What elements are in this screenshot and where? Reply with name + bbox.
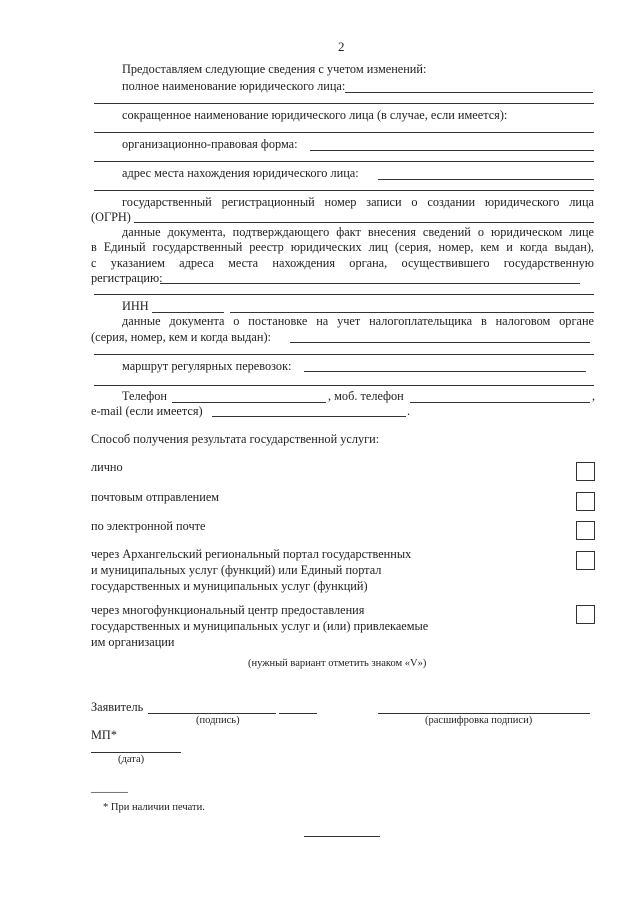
tax-line[interactable] <box>290 342 590 343</box>
method-portal-line2: и муниципальных услуг (функций) или Единый портал <box>91 563 382 577</box>
method-mfc-line2: государственных и муниципальных услуг и (или) привлекаемые <box>91 619 429 633</box>
method-portal-line1: через Архангельский региональный портал государственных <box>91 547 412 561</box>
email-line[interactable] <box>212 416 406 417</box>
phone-comma: , <box>592 389 596 403</box>
inn-label: ИНН <box>122 299 149 313</box>
checkbox-mfc[interactable] <box>576 605 595 624</box>
legal-form-line-2[interactable] <box>94 161 594 162</box>
decode-caption: (расшифровка подписи) <box>425 715 533 726</box>
method-mfc-line3: им организации <box>91 635 175 649</box>
full-name-line[interactable] <box>345 92 593 93</box>
signature-line-2[interactable] <box>279 713 317 714</box>
footnote-text: * При наличии печати. <box>103 802 205 813</box>
date-caption: (дата) <box>118 754 145 765</box>
ogrn-label-line2: (ОГРН) <box>91 210 131 224</box>
email-label: e-mail (если имеется) <box>91 404 203 418</box>
address-line[interactable] <box>378 179 594 180</box>
address-line-2[interactable] <box>94 190 594 191</box>
legal-form-line[interactable] <box>310 150 594 151</box>
method-portal-line3: государственных и муниципальных услуг (функций) <box>91 579 368 593</box>
legal-form-label: организационно-правовая форма: <box>122 137 298 151</box>
method-mfc-line1: через многофункциональный центр предоставления <box>91 603 365 617</box>
end-line <box>304 836 380 837</box>
inn-line-2[interactable] <box>230 312 594 313</box>
short-name-label: сокращенное наименование юридического лица (в случае, если имеется): <box>122 108 508 122</box>
check-note: (нужный вариант отметить знаком «V») <box>248 658 427 669</box>
checkbox-in-person[interactable] <box>576 462 595 481</box>
method-post: почтовым отправлением <box>91 490 220 504</box>
egrul-line3: с указанием адреса места нахождения органа, осуществившего государственную <box>91 256 594 270</box>
checkbox-email[interactable] <box>576 521 595 540</box>
short-name-line[interactable] <box>94 132 594 133</box>
signature-caption: (подпись) <box>196 715 240 726</box>
intro-text: Предоставляем следующие сведения с учетом изменений: <box>122 62 427 76</box>
seal-label: МП* <box>91 728 117 742</box>
ogrn-line[interactable] <box>134 222 594 223</box>
applicant-label: Заявитель <box>91 700 144 714</box>
mobile-line[interactable] <box>410 402 590 403</box>
method-email: по электронной почте <box>91 519 206 533</box>
mobile-label: , моб. телефон <box>328 389 404 403</box>
page-number: 2 <box>338 39 345 54</box>
tax-line2: (серия, номер, кем и когда выдан): <box>91 330 271 344</box>
email-period: . <box>407 404 411 418</box>
checkbox-portal[interactable] <box>576 551 595 570</box>
egrul-line4: регистрацию: <box>91 271 163 285</box>
route-line-2[interactable] <box>94 385 594 386</box>
tax-line-2[interactable] <box>94 354 594 355</box>
full-name-line-2[interactable] <box>94 103 594 104</box>
method-in-person: лично <box>91 460 123 474</box>
method-title: Способ получения результата государственной услуги: <box>91 432 380 446</box>
checkbox-post[interactable] <box>576 492 595 511</box>
inn-line[interactable] <box>152 312 224 313</box>
route-label: маршрут регулярных перевозок: <box>122 359 292 373</box>
tax-line1: данные документа о постановке на учет налогоплательщика в налоговом органе <box>122 314 594 328</box>
phone-label: Телефон <box>122 389 167 403</box>
egrul-line2: в Единый государственный реестр юридических лиц (серия, номер, кем и когда выдан), <box>91 240 594 254</box>
phone-line[interactable] <box>172 402 326 403</box>
ogrn-label-line1: государственный регистрационный номер записи о создании юридического лица <box>122 195 594 209</box>
egrul-line-2[interactable] <box>94 294 594 295</box>
address-label: адрес места нахождения юридического лица: <box>122 166 359 180</box>
egrul-line[interactable] <box>160 283 580 284</box>
full-name-label: полное наименование юридического лица: <box>122 79 346 93</box>
footnote-rule: ______ <box>91 780 128 794</box>
route-line[interactable] <box>304 371 586 372</box>
egrul-line1: данные документа, подтверждающего факт внесения сведений о юридическом лице <box>122 225 594 239</box>
